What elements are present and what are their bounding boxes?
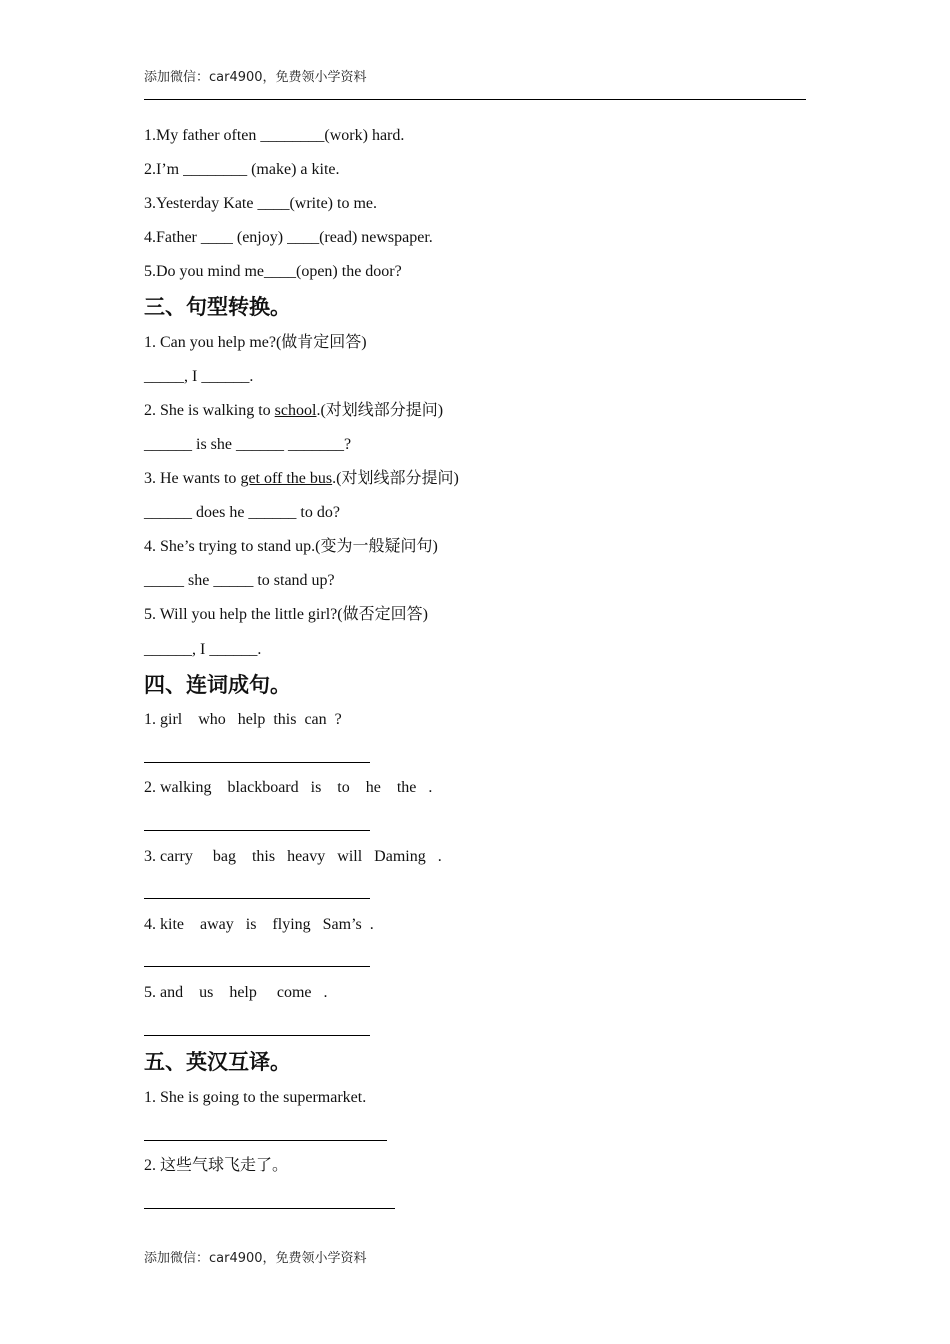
s5-item-1: 1. She is going to the supermarket. xyxy=(144,1089,367,1106)
s3-q3-underlined: get off the bus xyxy=(240,470,333,487)
s3-question-4: 4. She’s trying to stand up.(变为一般疑问句) xyxy=(144,538,438,555)
s3-answer-2: ______ is she ______ _______? xyxy=(144,436,352,453)
s4-answer-line-4 xyxy=(144,966,370,967)
fill-in-item-1: 1.My father often ________(work) hard. xyxy=(144,127,405,144)
section-4-title: 四、连词成句。 xyxy=(144,672,291,697)
s3-question-3 xyxy=(144,469,459,489)
s4-item-3: 3. carry bag this heavy will Daming . xyxy=(144,848,442,865)
s3-q2-pre: 2. She is walking to xyxy=(144,402,275,419)
s4-answer-line-2 xyxy=(144,830,370,831)
s3-q2-post: .(对划线部分提问) xyxy=(316,402,444,419)
s4-item-4: 4. kite away is flying Sam’s . xyxy=(144,916,374,933)
s4-item-1: 1. girl who help this can ? xyxy=(144,711,342,728)
s4-answer-line-1 xyxy=(144,762,370,763)
s3-question-2 xyxy=(144,401,443,421)
s4-item-5: 5. and us help come . xyxy=(144,984,328,1001)
s4-item-2: 2. walking blackboard is to he the . xyxy=(144,779,433,796)
s4-answer-line-3 xyxy=(144,898,370,899)
s4-answer-line-5 xyxy=(144,1035,370,1036)
section-3-title: 三、句型转换。 xyxy=(144,294,291,319)
s5-answer-line-2 xyxy=(144,1208,395,1209)
section-5-title: 五、英汉互译。 xyxy=(144,1049,291,1074)
s3-q2-underlined: school xyxy=(274,402,317,419)
s3-q3-post: .(对划线部分提问) xyxy=(332,470,459,487)
s3-question-5: 5. Will you help the little girl?(做否定回答) xyxy=(144,606,428,623)
fill-in-item-3: 3.Yesterday Kate ____(write) to me. xyxy=(144,195,377,212)
s3-question-1: 1. Can you help me?(做肯定回答) xyxy=(144,334,367,351)
header-rule xyxy=(144,99,806,100)
s3-answer-5: ______, I ______. xyxy=(144,641,262,658)
fill-in-item-2: 2.I’m ________ (make) a kite. xyxy=(144,161,340,178)
s3-q3-pre: 3. He wants to xyxy=(144,470,241,487)
s3-answer-4: _____ she _____ to stand up? xyxy=(144,572,335,589)
fill-in-item-5: 5.Do you mind me____(open) the door? xyxy=(144,263,402,280)
s3-answer-3: ______ does he ______ to do? xyxy=(144,504,340,521)
s5-answer-line-1 xyxy=(144,1140,387,1141)
page-footer: 添加微信：car4900，免费领小学资料 xyxy=(144,1251,367,1266)
s5-item-2: 2. 这些气球飞走了。 xyxy=(144,1157,289,1174)
s3-answer-1: _____, I ______. xyxy=(144,368,254,385)
fill-in-item-4: 4.Father ____ (enjoy) ____(read) newspaper. xyxy=(144,229,433,246)
page-header: 添加微信：car4900，免费领小学资料 xyxy=(144,70,367,85)
